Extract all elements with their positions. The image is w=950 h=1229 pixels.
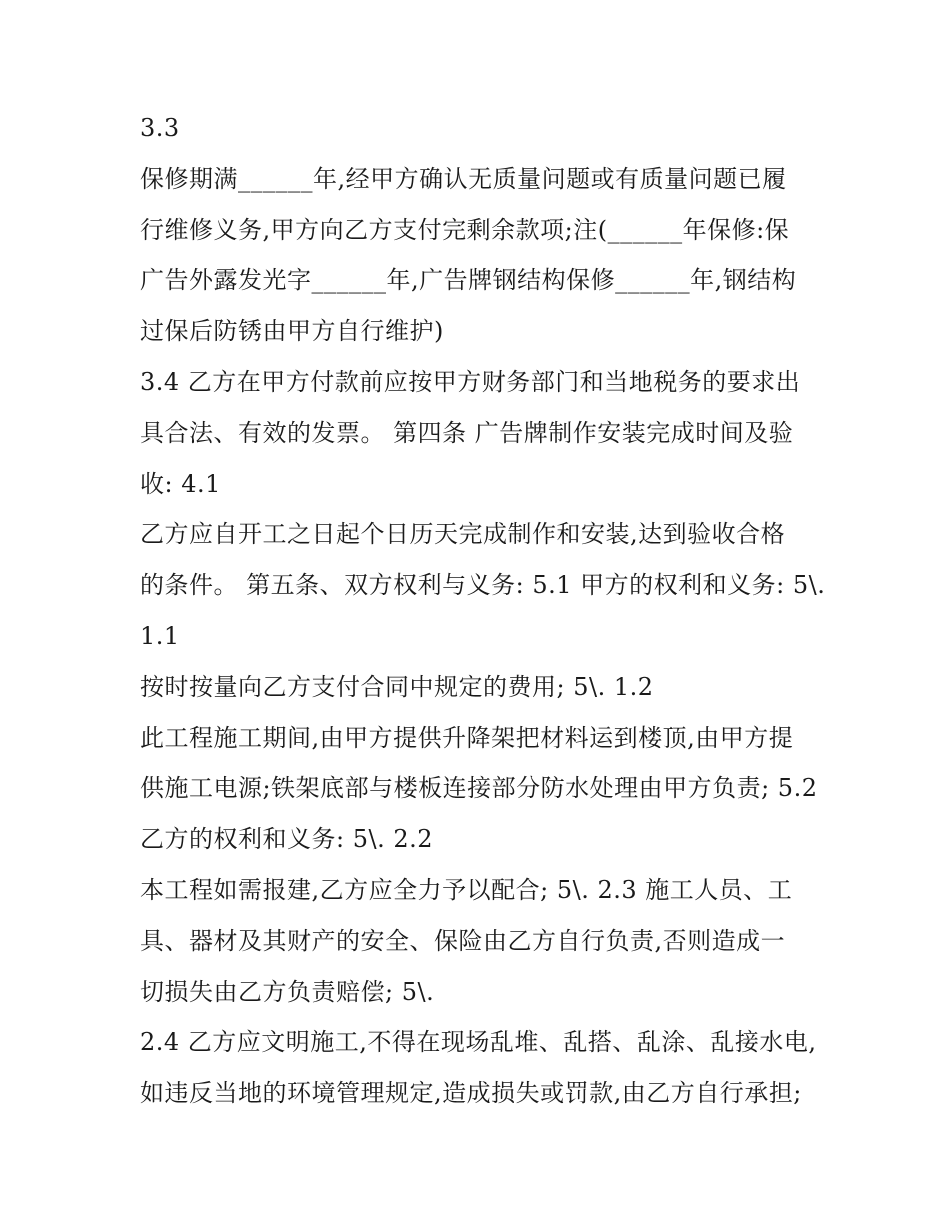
text-line: 1.1 xyxy=(140,621,180,650)
text-line: 过保后防锈由甲方自行维护) xyxy=(140,317,444,346)
text-line: 2.4 乙方应文明施工,不得在现场乱堆、乱搭、乱涂、乱接水电, xyxy=(140,1028,817,1057)
text-line: 的条件。 第五条、双方权利与义务: 5.1 甲方的权利和义务: 5\. xyxy=(140,571,826,600)
text-line: 3.3 xyxy=(140,114,180,142)
text-line: 具合法、有效的发票。 第四条 广告牌制作安装完成时间及验 xyxy=(140,418,794,447)
text-line: 切损失由乙方负责赔偿; 5\. xyxy=(140,977,435,1006)
text-line: 3.4 乙方在甲方付款前应按甲方财务部门和当地税务的要求出 xyxy=(140,367,801,396)
text-line: 行维修义务,甲方向乙方支付完剩余款项;注(______年保修:保 xyxy=(140,215,790,244)
text-line: 供施工电源;铁架底部与楼板连接部分防水处理由甲方负责; 5.2 xyxy=(140,774,818,803)
text-line: 本工程如需报建,乙方应全力予以配合; 5\. 2.3 施工人员、工 xyxy=(140,875,793,904)
text-line: 保修期满______年,经甲方确认无质量问题或有质量问题已履 xyxy=(140,164,787,193)
text-line: 收: 4.1 xyxy=(140,469,221,498)
text-line: 按时按量向乙方支付合同中规定的费用; 5\. 1.2 xyxy=(140,672,654,701)
text-line: 乙方的权利和义务: 5\. 2.2 xyxy=(140,825,433,854)
text-line: 此工程施工期间,由甲方提供升降架把材料运到楼顶,由甲方提 xyxy=(140,723,794,752)
text-line: 广告外露发光字______年,广告牌钢结构保修______年,钢结构 xyxy=(140,266,797,295)
text-line: 具、器材及其财产的安全、保险由乙方自行负责,否则造成一 xyxy=(140,926,786,955)
text-line: 乙方应自开工之日起个日历天完成制作和安装,达到验收合格 xyxy=(140,520,786,549)
text-line: 如违反当地的环境管理规定,造成损失或罚款,由乙方自行承担; xyxy=(140,1079,802,1108)
contract-text-body xyxy=(140,103,830,1119)
